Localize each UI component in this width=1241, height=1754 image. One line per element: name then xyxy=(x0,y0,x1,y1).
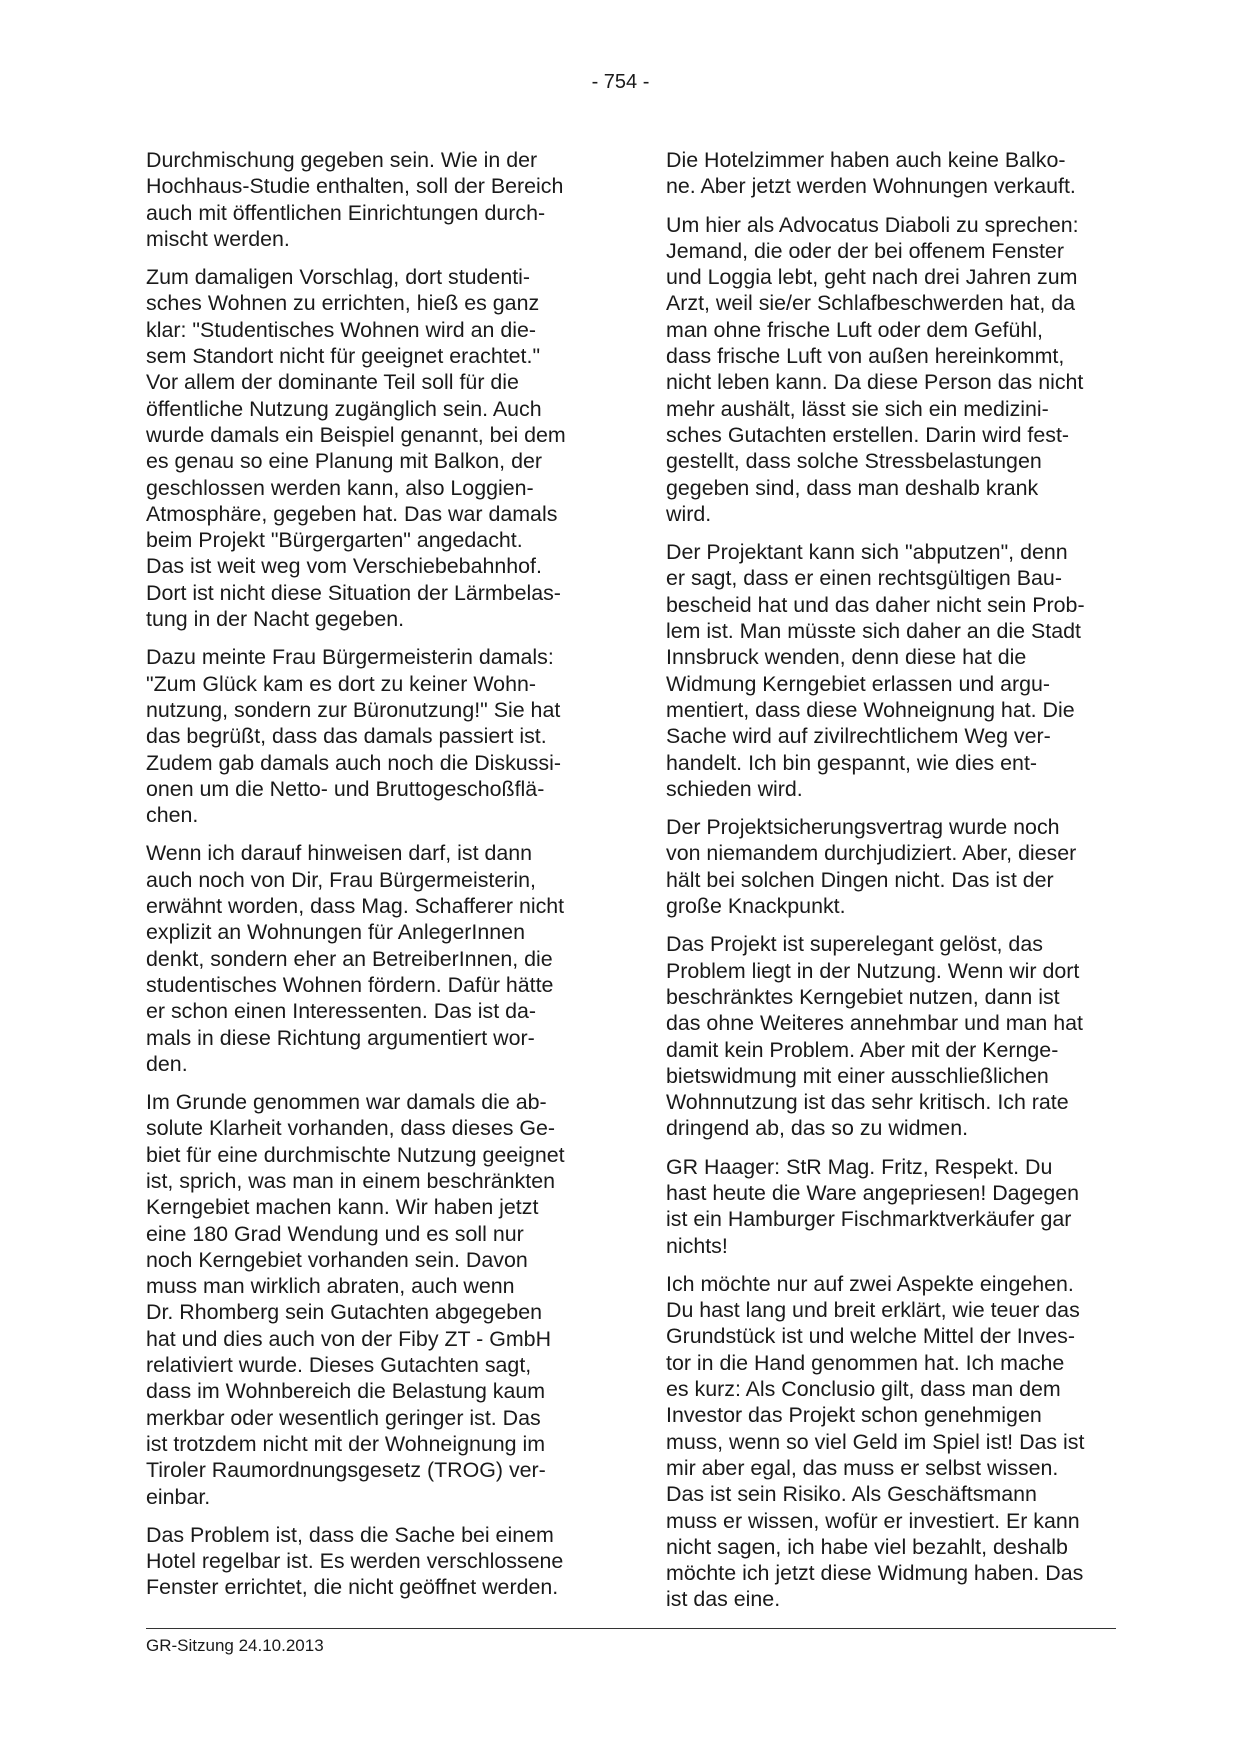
paragraph: Das Projekt ist superelegant gelöst, das Problem liegt in der Nutzung. Wenn wir dort beschränktes Kerngebiet nutzen, dann ist das ohne Weiteres annehmbar und man hat damit kein Problem. Aber mit der Kernge- bietswidmung mit einer ausschließlichen Wohnnutzung ist das sehr kritisch. Ich rate dringend ab, das so zu widmen. xyxy=(666,932,1083,1141)
paragraph: Durchmischung gegeben sein. Wie in der Hochhaus-Studie enthalten, soll der Bereich auch mit öffentlichen Einrichtungen durch- mischt werden. xyxy=(146,148,564,251)
paragraph: Ich möchte nur auf zwei Aspekte eingehen. Du hast lang und breit erklärt, wie teuer das Grundstück ist und welche Mittel der Inves- tor in die Hand genommen hat. Ich mache es kurz: Als Conclusio gilt, dass man dem Investor das Projekt schon genehmigen muss, wenn so viel Geld im Spiel ist! Das ist mir aber egal, das muss er selbst wissen. Das ist sein Risiko. Als Geschäftsmann muss er wissen, wofür er investiert. Er kann nicht sagen, ich habe viel bezahlt, deshalb möchte ich jetzt diese Widmung haben. Das ist das eine. xyxy=(666,1271,1085,1612)
footer-divider xyxy=(146,1628,1116,1629)
paragraph: Der Projektant kann sich "abputzen", denn er sagt, dass er einen rechtsgültigen Bau- bescheid hat und das daher nicht sein Prob- lem ist. Man müsste sich daher an die Stadt Innsbruck wenden, denn diese hat die Widmung Kerngebiet erlassen und argu- mentiert, dass diese Wohneignung hat. Die Sache wird auf zivilrechtlichem Weg ver- handelt. Ich bin gespannt, wie dies ent- schieden wird. xyxy=(666,540,1085,801)
left-column xyxy=(146,147,592,1613)
right-column xyxy=(666,147,1112,1625)
paragraph: Das Problem ist, dass die Sache bei einem Hotel regelbar ist. Es werden verschlossene Fenster errichtet, die nicht geöffnet werden. xyxy=(146,1522,564,1600)
paragraph: Die Hotelzimmer haben auch keine Balko- ne. Aber jetzt werden Wohnungen verkauft. xyxy=(666,148,1076,199)
paragraph: Zum damaligen Vorschlag, dort studenti- sches Wohnen zu errichten, hieß es ganz klar: "Studentisches Wohnen wird an die- sem Standort nicht für geeignet erachtet." Vor allem der dominante Teil soll für die öffentliche Nutzung zugänglich sein. Auch wurde damals ein Beispiel genannt, bei dem es genau so eine Planung mit Balkon, der geschlossen werden kann, also Loggien- Atmosphäre, gegeben hat. Das war damals beim Projekt "Bürgergarten" angedacht. Das ist weit weg vom Verschiebebahnhof. Dort ist nicht diese Situation der Lärmbelas- tung in der Nacht gegeben. xyxy=(146,265,566,632)
paragraph: GR Haager: StR Mag. Fritz, Respekt. Du hast heute die Ware angepriesen! Dagegen ist ein Hamburger Fischmarktverkäufer gar nichts! xyxy=(666,1154,1080,1258)
paragraph: Der Projektsicherungsvertrag wurde noch von niemandem durchjudiziert. Aber, dieser hält bei solchen Dingen nicht. Das ist der große Knackpunkt. xyxy=(666,815,1077,919)
footer-session-date: GR-Sitzung 24.10.2013 xyxy=(146,1636,324,1655)
paragraph: Um hier als Advocatus Diaboli zu sprechen: Jemand, die oder der bei offenem Fenster und Loggia lebt, geht nach drei Jahren zum Arzt, weil sie/er Schlafbeschwerden hat, da man ohne frische Luft oder dem Gefühl, dass frische Luft von außen hereinkommt, nicht leben kann. Da diese Person das nicht mehr aushält, lässt sie sich ein medizini- sches Gutachten erstellen. Darin wird fest- gestellt, dass solche Stressbelastungen gegeben sind, dass man deshalb krank wird. xyxy=(666,212,1084,526)
paragraph: Dazu meinte Frau Bürgermeisterin damals: "Zum Glück kam es dort zu keiner Wohn- nutzung, sondern zur Büronutzung!" Sie hat das begrüßt, dass das damals passiert ist. Zudem gab damals auch noch die Diskussi- onen um die Netto- und Bruttogeschoßflä- chen. xyxy=(146,645,561,828)
page-number: - 754 - xyxy=(591,71,650,93)
paragraph: Im Grunde genommen war damals die ab- solute Klarheit vorhanden, dass dieses Ge- biet für eine durchmischte Nutzung geeignet ist, sprich, was man in einem beschränkten Kerngebiet machen kann. Wir haben jetzt eine 180 Grad Wendung und es soll nur noch Kerngebiet vorhanden sein. Davon muss man wirklich abraten, auch wenn Dr. Rhomberg sein Gutachten abgegeben hat und dies auch von der Fiby ZT - GmbH relativiert wurde. Dieses Gutachten sagt, dass im Wohnbereich die Belastung kaum merkbar oder wesentlich geringer ist. Das ist trotzdem nicht mit der Wohneignung im Tiroler Raumordnungsgesetz (TROG) ver- einbar. xyxy=(146,1090,565,1509)
paragraph: Wenn ich darauf hinweisen darf, ist dann auch noch von Dir, Frau Bürgermeisterin, erwähnt worden, dass Mag. Schafferer nicht explizit an Wohnungen für AnlegerInnen denkt, sondern eher an BetreiberInnen, die studentisches Wohnen fördern. Dafür hätte er schon einen Interessenten. Das ist da- mals in diese Richtung argumentiert wor- den. xyxy=(146,841,565,1076)
